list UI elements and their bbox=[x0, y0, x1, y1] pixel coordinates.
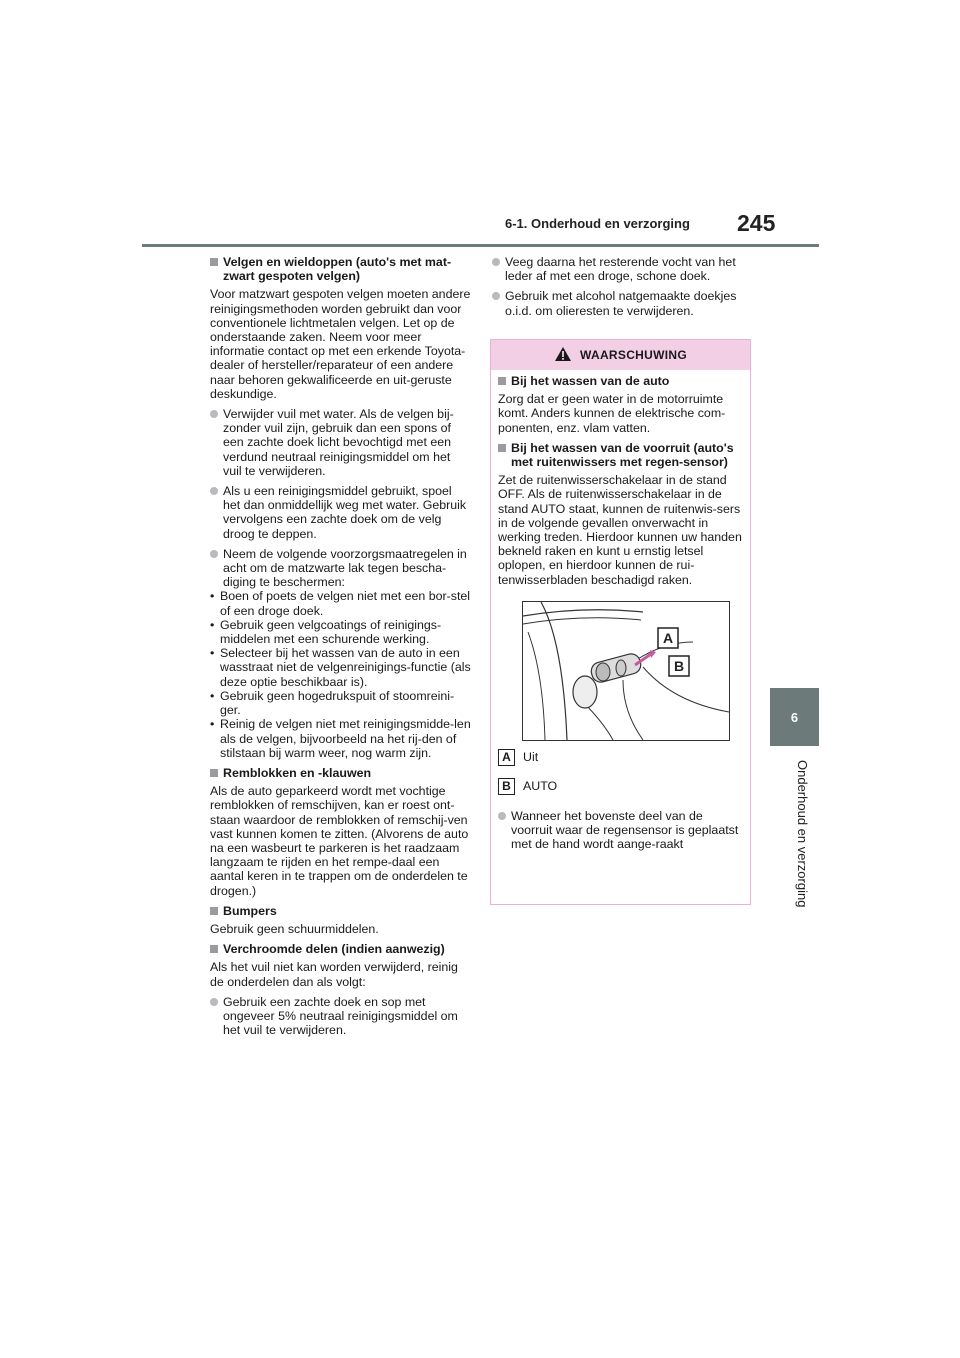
warning-body bbox=[491, 370, 750, 851]
paragraph-wassen-auto: Zorg dat er geen water in de motorruimte komt. Anders kunnen de elektrische com-ponenten, enz. vlam vatten. bbox=[498, 392, 726, 435]
header-rule bbox=[142, 244, 819, 247]
left-column bbox=[210, 255, 472, 1043]
list-item: • Gebruik geen velgcoatings of reinigings-middelen met een schurende werking. bbox=[210, 618, 472, 646]
bullet-alcohol: Gebruik met alcohol natgemaakte doekjes o.i.d. om olieresten te verwijderen. bbox=[492, 289, 754, 317]
bullet-voorzorg: Neem de volgende voorzorgsmaatregelen in acht om de matzwarte lak tegen bescha-diging te beschermen: bbox=[210, 547, 472, 590]
callout-text-b: AUTO bbox=[523, 779, 558, 794]
list-item: • Boen of poets de velgen niet met een bor-stel of een droge doek. bbox=[210, 589, 472, 617]
paragraph-wassen-voorruit: Zet de ruitenwisserschakelaar in de stand OFF. Als de ruitenwisserschakelaar in de stand AUTO staat, kunnen de ruitenwis-sers in de volgende gevallen onverwacht in werking treden. Hierdoor kunnen uw handen bekneld raken en kunt u ernstig letsel oplopen, en hierdoor kunnen de rui-tenwisserbladen beschadigd raken. bbox=[498, 473, 742, 587]
bullet-regensensor: Wanneer het bovenste deel van de voorruit waar de regensensor is geplaatst met de hand wordt aange-raakt bbox=[498, 809, 744, 852]
heading-wassen-voorruit: Bij het wassen van de voorruit (auto's met ruitenwissers met regen-sensor) bbox=[498, 441, 744, 469]
chapter-tab: 6 bbox=[770, 688, 819, 746]
heading-verchroomd: Verchroomde delen (indien aanwezig) bbox=[210, 942, 472, 956]
page-number: 245 bbox=[737, 210, 776, 236]
callout-a bbox=[498, 749, 744, 766]
list-item: • Reinig de velgen niet met reinigingsmidde-len als de velgen, bijvoorbeeld na het rij-den of stilstaan bij warm weer, nog warm zijn. bbox=[210, 717, 472, 760]
warning-box bbox=[490, 339, 751, 905]
paragraph-verchroomd: Als het vuil niet kan worden verwijderd, reinig de onderdelen dan als volgt: bbox=[210, 960, 458, 989]
callout-b bbox=[498, 778, 744, 795]
warning-header bbox=[491, 340, 750, 370]
svg-text:B: B bbox=[673, 657, 685, 674]
right-column bbox=[492, 255, 754, 324]
callout-letter-b: B bbox=[498, 778, 515, 795]
wiper-switch-drawing bbox=[523, 602, 729, 740]
list-item: • Selecteer bij het wassen van de auto in een wasstraat niet de velgenreinigings-functie (als deze optie beschikbaar is). bbox=[210, 646, 472, 689]
wiper-switch-illustration bbox=[522, 601, 730, 741]
callout-letter-a: A bbox=[498, 749, 515, 766]
bullet-veeg: Veeg daarna het resterende vocht van het leder af met een droge, schone doek. bbox=[492, 255, 754, 283]
paragraph-velgen: Voor matzwart gespoten velgen moeten andere reinigingsmethoden worden gebruikt dan voor conventionele lichtmetalen velgen. Let op de onderstaande zaken. Neem voor meer informatie contact op met een erkende Toyota-dealer of hersteller/reparateur of een andere naar behoren gekwalificeerde en uit-geruste deskundige. bbox=[210, 287, 471, 401]
bullet-spoel: Als u een reinigingsmiddel gebruikt, spoel het dan onmiddellijk weg met water. Gebruik vervolgens een zachte doek om de velg droog te deppen. bbox=[210, 484, 472, 541]
paragraph-bumpers: Gebruik geen schuurmiddelen. bbox=[210, 921, 379, 936]
callout-text-a: Uit bbox=[523, 750, 539, 765]
heading-velgen: Velgen en wieldoppen (auto's met mat-zwart gespoten velgen) bbox=[210, 255, 472, 283]
warning-title: WAARSCHUWING bbox=[580, 348, 687, 362]
list-item: • Gebruik geen hogedrukspuit of stoomreini-ger. bbox=[210, 689, 472, 717]
heading-wassen-auto: Bij het wassen van de auto bbox=[498, 374, 744, 388]
warning-triangle-icon bbox=[554, 346, 572, 365]
bullet-sop: Gebruik een zachte doek en sop met ongeveer 5% neutraal reinigingsmiddel om het vuil te verwijderen. bbox=[210, 995, 472, 1038]
section-title: 6-1. Onderhoud en verzorging bbox=[505, 216, 690, 231]
bullet-vuil: Verwijder vuil met water. Als de velgen bij-zonder vuil zijn, gebruik dan een spons of een zachte doek licht bevochtigd met een verdund neutraal reinigingsmiddel om het vuil te verwijderen. bbox=[210, 407, 472, 478]
paragraph-remblokken: Als de auto geparkeerd wordt met vochtige remblokken of remschijven, kan er roest ont-staan waardoor de remblokken of remschij-ven vast kunnen komen te zitten. (Alvorens de auto na een wasbeurt te parkeren is het raadzaam langzaam te rijden en het rempe-daal een aantal keren in te trappen om de onderdelen te drogen.) bbox=[210, 784, 469, 898]
svg-text:A: A bbox=[662, 629, 674, 646]
heading-bumpers: Bumpers bbox=[210, 904, 472, 918]
heading-remblokken: Remblokken en -klauwen bbox=[210, 766, 472, 780]
chapter-label: Onderhoud en verzorging bbox=[795, 760, 810, 908]
precaution-list bbox=[210, 589, 472, 759]
